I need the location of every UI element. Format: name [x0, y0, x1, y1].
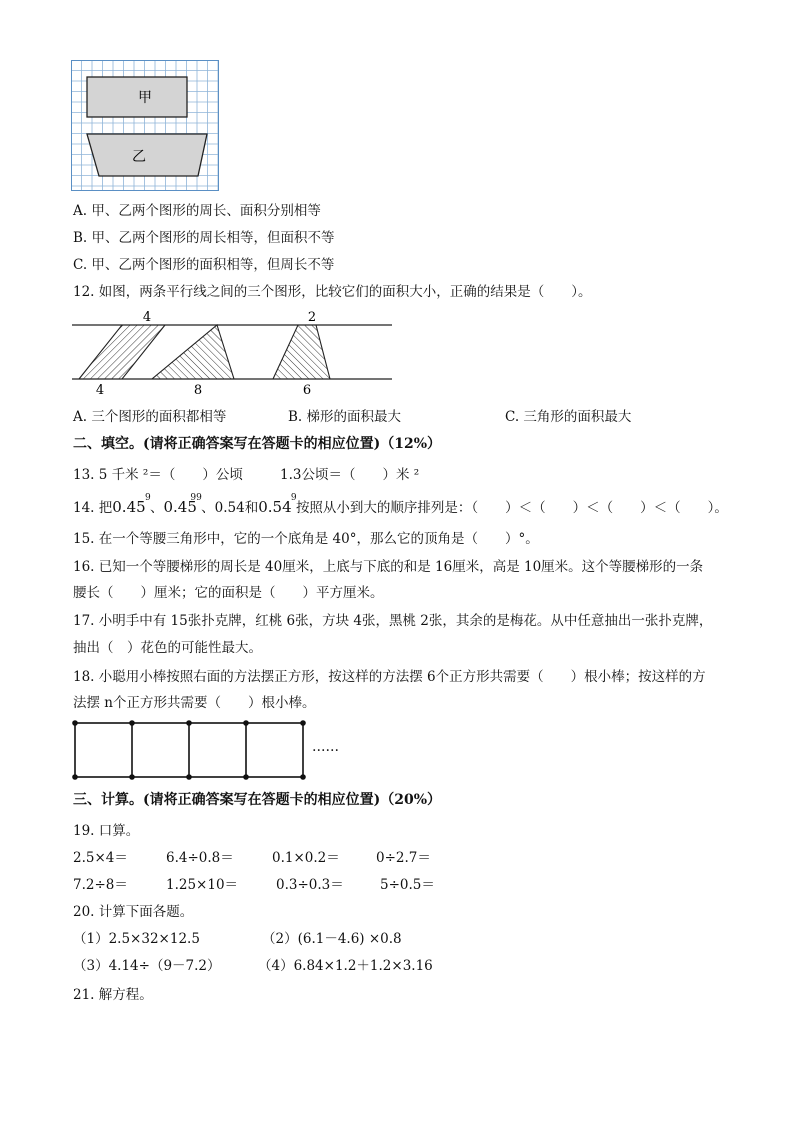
q14-number-3: 0.54 9 — [258, 493, 297, 516]
q17-line2: 抽出（ ）花色的可能性最大。 — [73, 640, 262, 656]
q12-question: 12. 如图，两条平行线之间的三个图形，比较它们的面积大小，正确的结果是（ ）。 — [73, 284, 592, 300]
q15: 15. 在一个等腰三角形中，它的一个底角是 40°，那么它的顶角是（ ）°。 — [73, 531, 539, 547]
q12-option-b: B. 梯形的面积最大 — [288, 409, 402, 425]
parallel-lines-figure — [72, 305, 394, 397]
q14-number-2: 0.45 99 — [163, 493, 202, 516]
triangle-shape — [152, 325, 234, 379]
parallelogram-yi — [87, 134, 207, 176]
q18-ellipsis: …… — [312, 739, 339, 755]
q19-title: 19. 口算。 — [73, 823, 140, 839]
q18-line1: 18. 小聪用小棒按照右面的方法摆正方形，按这样的方法摆 6个正方形共需要（ ）根小棒；按这样的方 — [73, 669, 706, 685]
q20-item-4: （4）6.84×1.2＋1.2×3.16 — [258, 958, 433, 974]
q13-part2: 1.3公顷＝（ ）米 ² — [280, 467, 420, 483]
stick-squares-figure — [70, 718, 310, 782]
q20-title: 20. 计算下面各题。 — [73, 904, 194, 920]
q19-r2-c3: 0.3÷0.3＝ — [276, 877, 344, 893]
q14-suffix: 按照从小到大的顺序排列是：（ ）＜（ ）＜（ ）＜（ ）。 — [295, 500, 728, 516]
rectangle-jia-label: 甲 — [138, 90, 152, 106]
q12-option-c: C. 三角形的面积最大 — [505, 409, 632, 425]
q14-sep-2: 、0.54和 — [201, 500, 259, 516]
label-bottom-8: 8 — [193, 383, 203, 397]
section-2-title: 二、填空。(请将正确答案写在答题卡的相应位置)（12%） — [73, 436, 442, 452]
q19-r2-c4: 5÷0.5＝ — [380, 877, 435, 893]
q20-item-3: （3）4.14÷（9－7.2） — [73, 958, 221, 974]
q11-option-c: C. 甲、乙两个图形的面积相等，但周长不等 — [73, 257, 335, 273]
q16-line1: 16. 已知一个等腰梯形的周长是 40厘米，上底与下底的和是 16厘米，高是 10厘米。这个等腰梯形的一条 — [73, 559, 704, 575]
q19-r1-c3: 0.1×0.2＝ — [272, 850, 340, 866]
q20-item-1: （1）2.5×32×12.5 — [73, 931, 200, 947]
trapezoid-shape — [273, 325, 330, 379]
q13-part1: 13. 5 千米 ²＝（ ）公顷 — [73, 467, 243, 483]
q19-r2-c2: 1.25×10＝ — [166, 877, 239, 893]
rectangle-jia — [87, 77, 187, 117]
q14 — [73, 493, 728, 517]
label-top-4: 4 — [142, 310, 152, 325]
q12-option-a: A. 三个图形的面积都相等 — [73, 409, 227, 425]
q20-item-2: （2）(6.1－4.6) ×0.8 — [262, 931, 402, 947]
grid-figure — [71, 60, 221, 192]
q19-r2-c1: 7.2÷8＝ — [73, 877, 128, 893]
label-bottom-4: 4 — [95, 383, 105, 397]
q16-line2: 腰长（ ）厘米；它的面积是（ ）平方厘米。 — [73, 585, 384, 601]
q14-sep-1: 、 — [149, 500, 164, 516]
label-bottom-6: 6 — [302, 383, 312, 397]
label-top-2: 2 — [307, 310, 317, 325]
q21-title: 21. 解方程。 — [73, 987, 153, 1003]
q19-r1-c1: 2.5×4＝ — [73, 850, 128, 866]
q11-option-b: B. 甲、乙两个图形的周长相等，但面积不等 — [73, 230, 335, 246]
q14-prefix: 14. 把 — [73, 500, 113, 516]
q19-r1-c2: 6.4÷0.8＝ — [166, 850, 234, 866]
q17-line1: 17. 小明手中有 15张扑克牌，红桃 6张，方块 4张，黑桃 2张，其余的是梅花。从中任意抽出一张扑克牌， — [73, 613, 713, 629]
parallelogram-yi-label: 乙 — [132, 149, 146, 165]
section-3-title: 三、计算。(请将正确答案写在答题卡的相应位置)（20%） — [73, 792, 442, 808]
q11-option-a: A. 甲、乙两个图形的周长、面积分别相等 — [73, 203, 321, 219]
q14-number-1: 0.45 9 — [112, 493, 151, 516]
q19-r1-c4: 0÷2.7＝ — [376, 850, 431, 866]
parallelogram-shape — [79, 325, 165, 379]
q18-line2: 法摆 n个正方形共需要（ ）根小棒。 — [73, 695, 316, 711]
